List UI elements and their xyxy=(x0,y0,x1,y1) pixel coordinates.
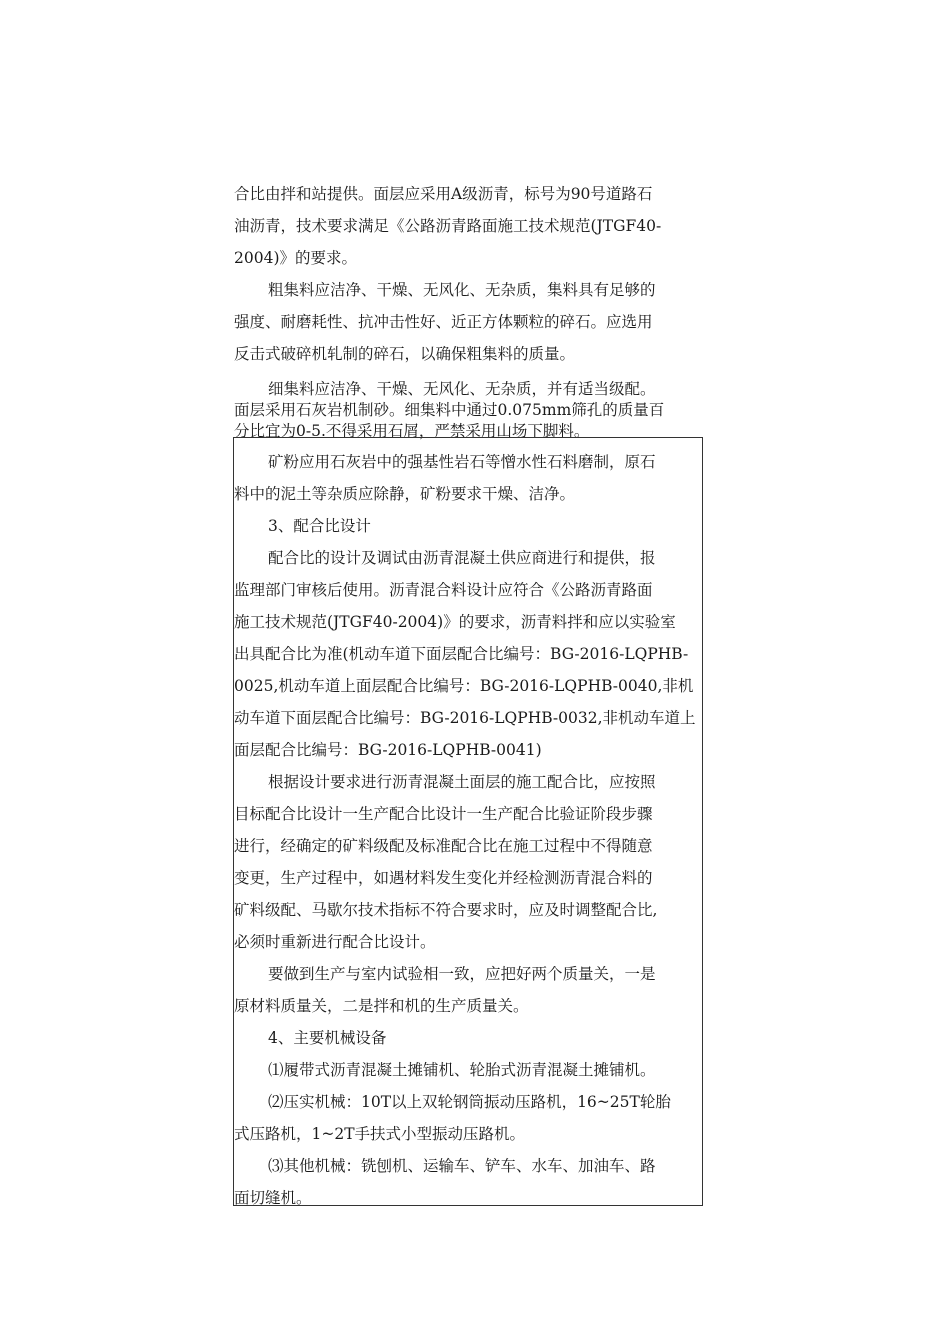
section-heading-4: 4、主要机械设备 xyxy=(268,1029,387,1047)
text-line: 出具配合比为准(机动车道下面层配合比编号：BG-2016-LQPHB- xyxy=(234,645,689,663)
text-line: 配合比的设计及调试由沥青混凝土供应商进行和提供，报 xyxy=(268,549,656,567)
section-heading-3: 3、配合比设计 xyxy=(268,517,371,535)
text-line: 分比宜为0-5.不得采用石屑，严禁采用山场下脚料。 xyxy=(234,422,590,440)
text-line: 强度、耐磨耗性、抗冲击性好、近正方体颗粒的碎石。应选用 xyxy=(234,313,653,331)
text-line: 要做到生产与室内试验相一致，应把好两个质量关，一是 xyxy=(268,965,656,983)
text-line: 目标配合比设计一生产配合比设计一生产配合比验证阶段步骤 xyxy=(234,805,653,823)
equipment-item: ⑵压实机械：10T以上双轮钢筒振动压路机，16~25T轮胎 xyxy=(268,1093,671,1111)
text-line: 料中的泥土等杂质应除静，矿粉要求干燥、洁净。 xyxy=(234,485,576,503)
text-line: 施工技术规范(JTGF40-2004)》的要求，沥青料拌和应以实验室 xyxy=(234,613,676,631)
text-line: 原材料质量关，二是拌和机的生产质量关。 xyxy=(234,997,529,1015)
text-line: 细集料应洁净、干燥、无风化、无杂质，并有适当级配。 xyxy=(268,380,656,398)
text-line: 监理部门审核后使用。沥青混合料设计应符合《公路沥青路面 xyxy=(234,581,653,599)
text-line: 油沥青，技术要求满足《公路沥青路面施工技术规范(JTGF40- xyxy=(234,217,662,235)
equipment-item: ⑶其他机械：铣刨机、运输车、铲车、水车、加油车、路 xyxy=(268,1157,656,1175)
text-line: 变更，生产过程中，如遇材料发生变化并经检测沥青混合料的 xyxy=(234,869,653,887)
text-line: 面层配合比编号：BG-2016-LQPHB-0041) xyxy=(234,741,542,759)
text-line: 矿粉应用石灰岩中的强基性岩石等憎水性石料磨制，原石 xyxy=(268,453,656,471)
bordered-text-box xyxy=(233,437,703,1206)
text-line: 面切缝机。 xyxy=(234,1189,312,1207)
equipment-item: ⑴履带式沥青混凝土摊铺机、轮胎式沥青混凝土摊铺机。 xyxy=(268,1061,656,1079)
text-line: 必须时重新进行配合比设计。 xyxy=(234,933,436,951)
text-line: 合比由拌和站提供。面层应采用A级沥青，标号为90号道路石 xyxy=(234,185,653,203)
text-line: 式压路机，1~2T手扶式小型振动压路机。 xyxy=(234,1125,526,1143)
text-line: 进行，经确定的矿料级配及标准配合比在施工过程中不得随意 xyxy=(234,837,653,855)
text-line: 根据设计要求进行沥青混凝土面层的施工配合比，应按照 xyxy=(268,773,656,791)
text-line: 动车道下面层配合比编号：BG-2016-LQPHB-0032,非机动车道上 xyxy=(234,709,696,727)
text-line: 粗集料应洁净、干燥、无风化、无杂质，集料具有足够的 xyxy=(268,281,656,299)
text-line: 面层采用石灰岩机制砂。细集料中通过0.075mm筛孔的质量百 xyxy=(234,401,665,419)
text-line: 反击式破碎机轧制的碎石，以确保粗集料的质量。 xyxy=(234,345,576,363)
text-line: 2004)》的要求。 xyxy=(234,249,357,267)
text-line: 矿料级配、马歇尔技术指标不符合要求时，应及时调整配合比, xyxy=(234,901,658,919)
text-line: 0025,机动车道上面层配合比编号：BG-2016-LQPHB-0040,非机 xyxy=(234,677,694,695)
top-text-block xyxy=(234,178,702,442)
